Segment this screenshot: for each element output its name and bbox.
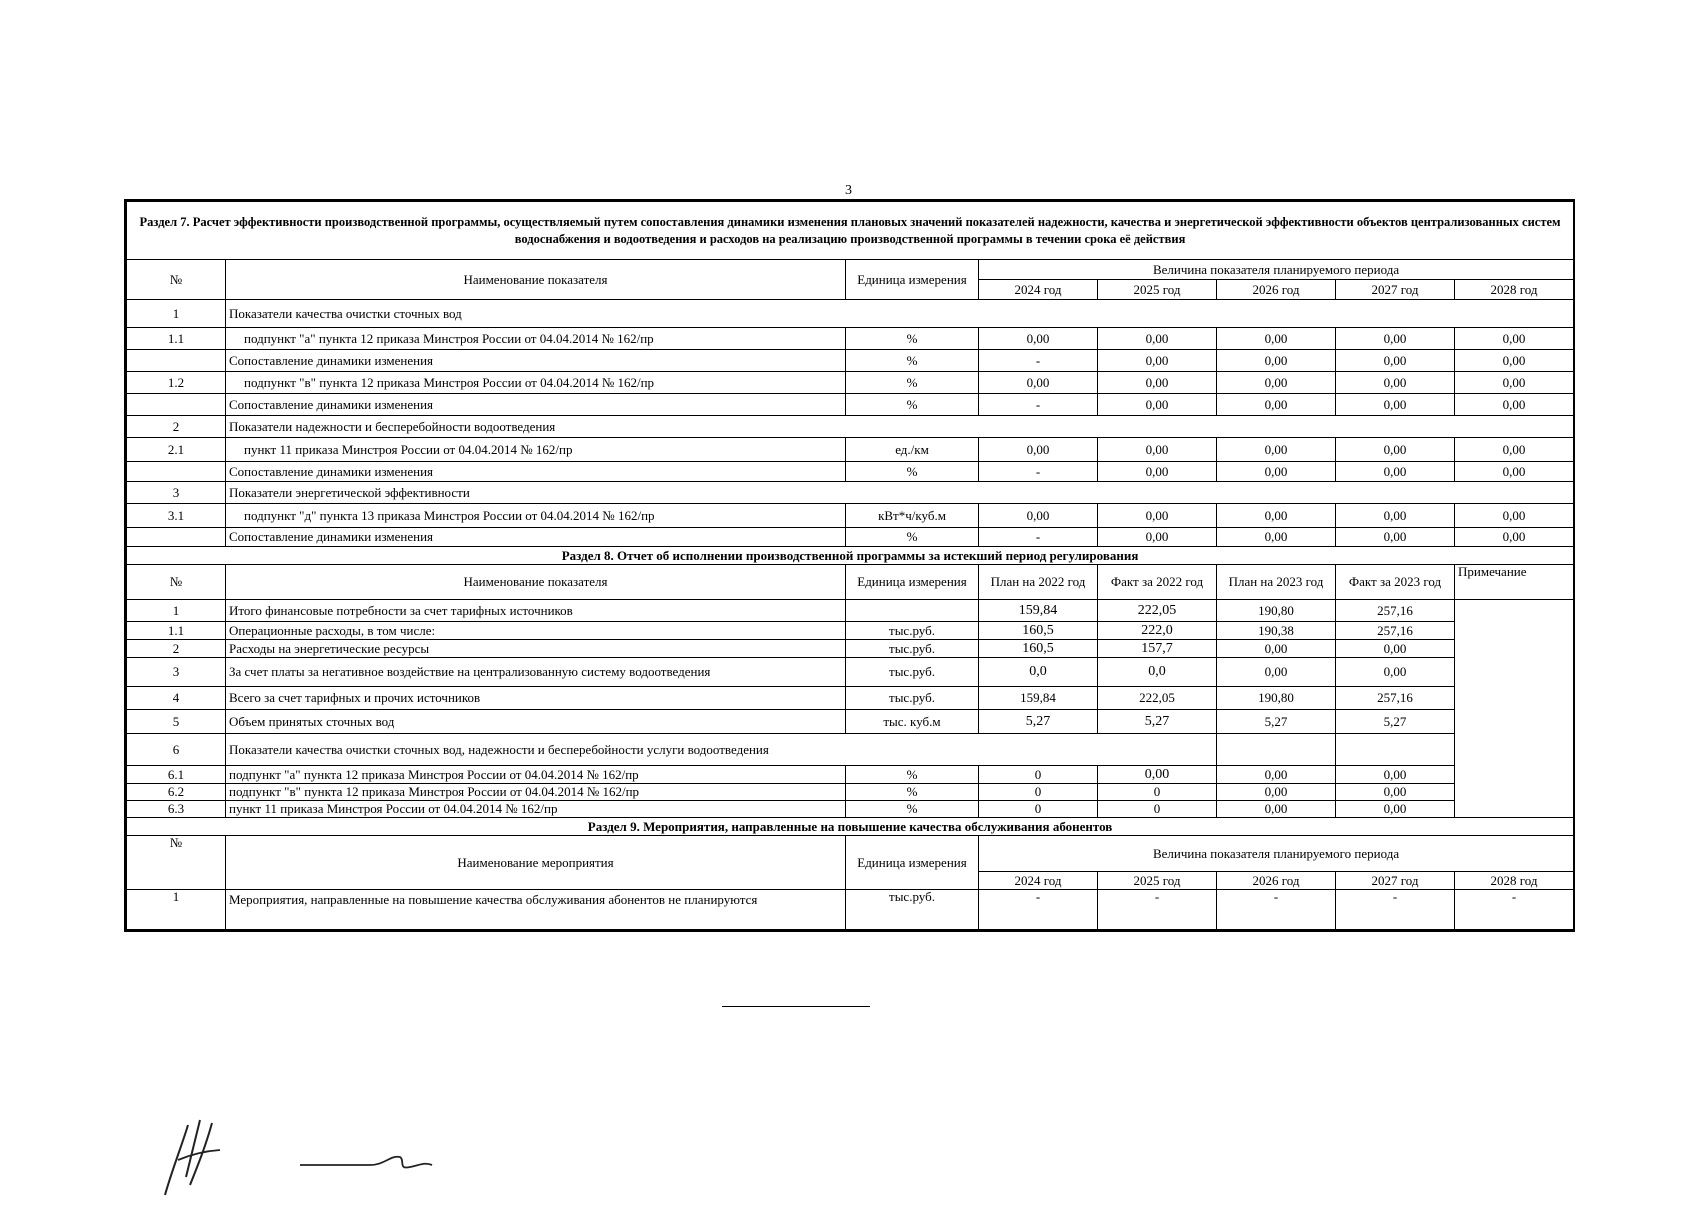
row-unit: % (846, 328, 979, 350)
table-row (127, 528, 1574, 547)
row-value: 0,00 (979, 438, 1098, 462)
row-value: 0 (979, 784, 1098, 801)
section8-title: Раздел 8. Отчет об исполнении производственной программы за истекший период регулирования (127, 547, 1574, 565)
row-value: 0,00 (1098, 328, 1217, 350)
s9-header-year: 2026 год (1217, 872, 1336, 890)
row-value: 0,00 (1217, 640, 1336, 658)
row-unit: тыс. куб.м (846, 710, 979, 734)
table-row (127, 462, 1574, 482)
row-value: 0,00 (1336, 528, 1455, 547)
row-unit: % (846, 394, 979, 416)
row-num: 1 (127, 600, 226, 622)
s7-header-unit: Единица измерения (846, 260, 979, 300)
s7-header-period: Величина показателя планируемого периода (979, 260, 1574, 280)
table-row (127, 504, 1574, 528)
row-value: 257,16 (1336, 687, 1455, 710)
s8-header-note: Примечание (1455, 565, 1574, 600)
row-unit: тыс.руб. (846, 687, 979, 710)
row-num: 1.1 (127, 328, 226, 350)
row-name: Операционные расходы, в том числе: (226, 622, 846, 640)
s7-header-year: 2025 год (1098, 280, 1217, 300)
table-row (127, 350, 1574, 372)
row-num: 6.1 (127, 766, 226, 784)
row-value: 0,00 (1217, 504, 1336, 528)
row-value: 0 (979, 766, 1098, 784)
row-value: 0,00 (1455, 504, 1574, 528)
s9-header-num: № (127, 836, 226, 890)
s9-header-period: Величина показателя планируемого периода (979, 836, 1574, 872)
row-value: 190,80 (1217, 687, 1336, 710)
row-value: 160,5 (979, 622, 1098, 640)
row-value: 0,00 (1336, 462, 1455, 482)
row-value: 0,00 (1098, 394, 1217, 416)
table-row (127, 640, 1574, 658)
row-name: За счет платы за негативное воздействие на централизованную систему водоотведения (226, 658, 846, 687)
row-num (127, 394, 226, 416)
s9-header-year: 2028 год (1455, 872, 1574, 890)
table-row (127, 710, 1574, 734)
row-name: Объем принятых сточных вод (226, 710, 846, 734)
row-unit: % (846, 801, 979, 818)
row-value: - (979, 394, 1098, 416)
table-row (127, 394, 1574, 416)
row-value (1217, 734, 1336, 766)
table-row (127, 687, 1574, 710)
row-value: 0,00 (1336, 784, 1455, 801)
row-num: 6 (127, 734, 226, 766)
row-value: 0,00 (1098, 372, 1217, 394)
table-row (127, 766, 1574, 784)
row-num: 6.3 (127, 801, 226, 818)
row-value: 0,00 (1336, 658, 1455, 687)
s9-header-year: 2025 год (1098, 872, 1217, 890)
row-name: Всего за счет тарифных и прочих источников (226, 687, 846, 710)
table-row (127, 416, 1574, 438)
s7-header-year: 2024 год (979, 280, 1098, 300)
row-name: подпункт "в" пункта 12 приказа Минстроя России от 04.04.2014 № 162/пр (226, 784, 846, 801)
row-unit: % (846, 462, 979, 482)
row-value: 159,84 (979, 600, 1098, 622)
table-row (127, 482, 1574, 504)
table-row (127, 801, 1574, 818)
row-value: 0,00 (1098, 438, 1217, 462)
s8-header-fact2022: Факт за 2022 год (1098, 565, 1217, 600)
row-value (1336, 734, 1455, 766)
row-unit: ед./км (846, 438, 979, 462)
row-num: 3 (127, 482, 226, 504)
row-num: 1.1 (127, 622, 226, 640)
row-value: 257,16 (1336, 622, 1455, 640)
s8-header-num: № (127, 565, 226, 600)
row-value: 0,00 (1336, 640, 1455, 658)
row-value: 0,0 (1098, 658, 1217, 687)
row-unit: % (846, 372, 979, 394)
row-value: 222,0 (1098, 622, 1217, 640)
row-value: - (1336, 890, 1455, 930)
row-value: 0,00 (1455, 350, 1574, 372)
row-num: 1 (127, 300, 226, 328)
row-value: 0,00 (1217, 766, 1336, 784)
row-num: 6.2 (127, 784, 226, 801)
row-unit: тыс.руб. (846, 640, 979, 658)
row-value: 0,00 (1217, 784, 1336, 801)
row-value: - (979, 350, 1098, 372)
row-value: 0,00 (1336, 372, 1455, 394)
s7-header-year: 2027 год (1336, 280, 1455, 300)
table-row (127, 600, 1574, 622)
table-row (127, 328, 1574, 350)
row-unit: % (846, 784, 979, 801)
row-name: подпункт "а" пункта 12 приказа Минстроя России от 04.04.2014 № 162/пр (226, 766, 846, 784)
row-num: 4 (127, 687, 226, 710)
row-value: - (979, 890, 1098, 930)
table-row (127, 438, 1574, 462)
row-unit: % (846, 766, 979, 784)
row-name: Мероприятия, направленные на повышение качества обслуживания абонентов не планируются (226, 890, 846, 930)
row-value: 5,27 (1098, 710, 1217, 734)
row-value: 222,05 (1098, 687, 1217, 710)
table-row (127, 300, 1574, 328)
row-value: 5,27 (979, 710, 1098, 734)
row-value: - (1217, 890, 1336, 930)
row-num: 5 (127, 710, 226, 734)
row-value: 257,16 (1336, 600, 1455, 622)
row-num (127, 528, 226, 547)
row-name: Показатели качества очистки сточных вод (226, 300, 1574, 328)
row-value: 0,00 (1217, 350, 1336, 372)
row-num: 2 (127, 416, 226, 438)
row-value: 0,00 (1455, 462, 1574, 482)
row-num: 3 (127, 658, 226, 687)
row-num: 2 (127, 640, 226, 658)
row-name: подпункт "а" пункта 12 приказа Минстроя России от 04.04.2014 № 162/пр (226, 328, 846, 350)
table-row (127, 372, 1574, 394)
row-value: 0,00 (1455, 438, 1574, 462)
row-value: 0,00 (1098, 350, 1217, 372)
row-value: 0,00 (1336, 394, 1455, 416)
row-value: - (1455, 890, 1574, 930)
row-name: Показатели энергетической эффективности (226, 482, 1574, 504)
s8-note-cell (1455, 600, 1574, 818)
table-row (127, 658, 1574, 687)
row-name: Сопоставление динамики изменения (226, 462, 846, 482)
row-name: подпункт "д" пункта 13 приказа Минстроя России от 04.04.2014 № 162/пр (226, 504, 846, 528)
divider-line (722, 1006, 870, 1007)
row-value: - (979, 528, 1098, 547)
s8-header-plan2023: План на 2023 год (1217, 565, 1336, 600)
row-value: 0,0 (979, 658, 1098, 687)
document-table (124, 199, 1575, 932)
row-value: 0,00 (979, 372, 1098, 394)
s8-header-plan2022: План на 2022 год (979, 565, 1098, 600)
row-value: 159,84 (979, 687, 1098, 710)
row-value: 0,00 (1336, 801, 1455, 818)
row-value: 0,00 (1455, 528, 1574, 547)
row-unit: тыс.руб. (846, 658, 979, 687)
row-value: 0,00 (979, 504, 1098, 528)
row-value: 0 (1098, 784, 1217, 801)
row-name: Сопоставление динамики изменения (226, 350, 846, 372)
row-name: пункт 11 приказа Минстроя России от 04.04.2014 № 162/пр (226, 438, 846, 462)
row-name: пункт 11 приказа Минстроя России от 04.04.2014 № 162/пр (226, 801, 846, 818)
row-value: - (979, 462, 1098, 482)
row-value: 190,80 (1217, 600, 1336, 622)
row-unit: кВт*ч/куб.м (846, 504, 979, 528)
table-row (127, 890, 1574, 930)
row-unit: тыс.руб. (846, 890, 979, 930)
row-num (127, 462, 226, 482)
s8-header-fact2023: Факт за 2023 год (1336, 565, 1455, 600)
s9-header-unit: Единица измерения (846, 836, 979, 890)
row-value: 0,00 (1217, 328, 1336, 350)
row-value: 0,00 (1217, 438, 1336, 462)
s7-header-year: 2028 год (1455, 280, 1574, 300)
row-value: 5,27 (1217, 710, 1336, 734)
row-num: 2.1 (127, 438, 226, 462)
s8-header-unit: Единица измерения (846, 565, 979, 600)
row-name: Сопоставление динамики изменения (226, 528, 846, 547)
row-value: 5,27 (1336, 710, 1455, 734)
row-value: 0,00 (1455, 394, 1574, 416)
s9-header-year: 2027 год (1336, 872, 1455, 890)
row-value: 0,00 (1217, 394, 1336, 416)
s7-header-name: Наименование показателя (226, 260, 846, 300)
row-value: 0,00 (1455, 372, 1574, 394)
s9-header-name: Наименование мероприятия (226, 836, 846, 890)
row-value: 0,00 (1217, 372, 1336, 394)
row-name: Расходы на энергетические ресурсы (226, 640, 846, 658)
row-num: 1.2 (127, 372, 226, 394)
row-value: 0,00 (1336, 504, 1455, 528)
s7-header-year: 2026 год (1217, 280, 1336, 300)
row-value: 0,00 (1098, 528, 1217, 547)
row-value: 0,00 (1217, 462, 1336, 482)
table-row (127, 734, 1574, 766)
row-value: 0,00 (1336, 766, 1455, 784)
row-unit (846, 600, 979, 622)
row-value: 0,00 (1336, 350, 1455, 372)
row-value: 0,00 (1336, 328, 1455, 350)
row-value: 0,00 (1098, 504, 1217, 528)
handwritten-signature (160, 1115, 460, 1205)
row-value: 0 (1098, 801, 1217, 818)
row-value: 190,38 (1217, 622, 1336, 640)
row-value: 0 (979, 801, 1098, 818)
row-value: 0,00 (1217, 658, 1336, 687)
table-row (127, 784, 1574, 801)
s7-header-num: № (127, 260, 226, 300)
row-value: 0,00 (1098, 462, 1217, 482)
row-name: Итого финансовые потребности за счет тарифных источников (226, 600, 846, 622)
row-unit: тыс.руб. (846, 622, 979, 640)
row-unit: % (846, 350, 979, 372)
row-name: Сопоставление динамики изменения (226, 394, 846, 416)
row-value: 157,7 (1098, 640, 1217, 658)
row-num: 1 (127, 890, 226, 930)
row-value: 0,00 (1217, 801, 1336, 818)
row-unit: % (846, 528, 979, 547)
row-value: 0,00 (1336, 438, 1455, 462)
row-name: подпункт "в" пункта 12 приказа Минстроя России от 04.04.2014 № 162/пр (226, 372, 846, 394)
row-num (127, 350, 226, 372)
row-name: Показатели надежности и бесперебойности водоотведения (226, 416, 1574, 438)
row-value: 0,00 (1098, 766, 1217, 784)
row-value: 0,00 (979, 328, 1098, 350)
row-value: 0,00 (1217, 528, 1336, 547)
row-value: 0,00 (1455, 328, 1574, 350)
s9-header-year: 2024 год (979, 872, 1098, 890)
table-row (127, 622, 1574, 640)
row-value: 222,05 (1098, 600, 1217, 622)
row-name: Показатели качества очистки сточных вод, надежности и бесперебойности услуги водоотведения (226, 734, 1217, 766)
s8-header-name: Наименование показателя (226, 565, 846, 600)
row-value: - (1098, 890, 1217, 930)
page-number: 3 (845, 183, 852, 198)
row-value: 160,5 (979, 640, 1098, 658)
row-num: 3.1 (127, 504, 226, 528)
section7-title: Раздел 7. Расчет эффективности производственной программы, осуществляемый путем сопоставления динамики изменения плановых значений показателей надежности, качества и энергетической эффективности объектов централизованных систем водоснабжения и водоотведения и расходов на реализацию производственной программы в течении срока её действия (127, 202, 1574, 260)
section9-title: Раздел 9. Мероприятия, направленные на повышение качества обслуживания абонентов (127, 818, 1574, 836)
